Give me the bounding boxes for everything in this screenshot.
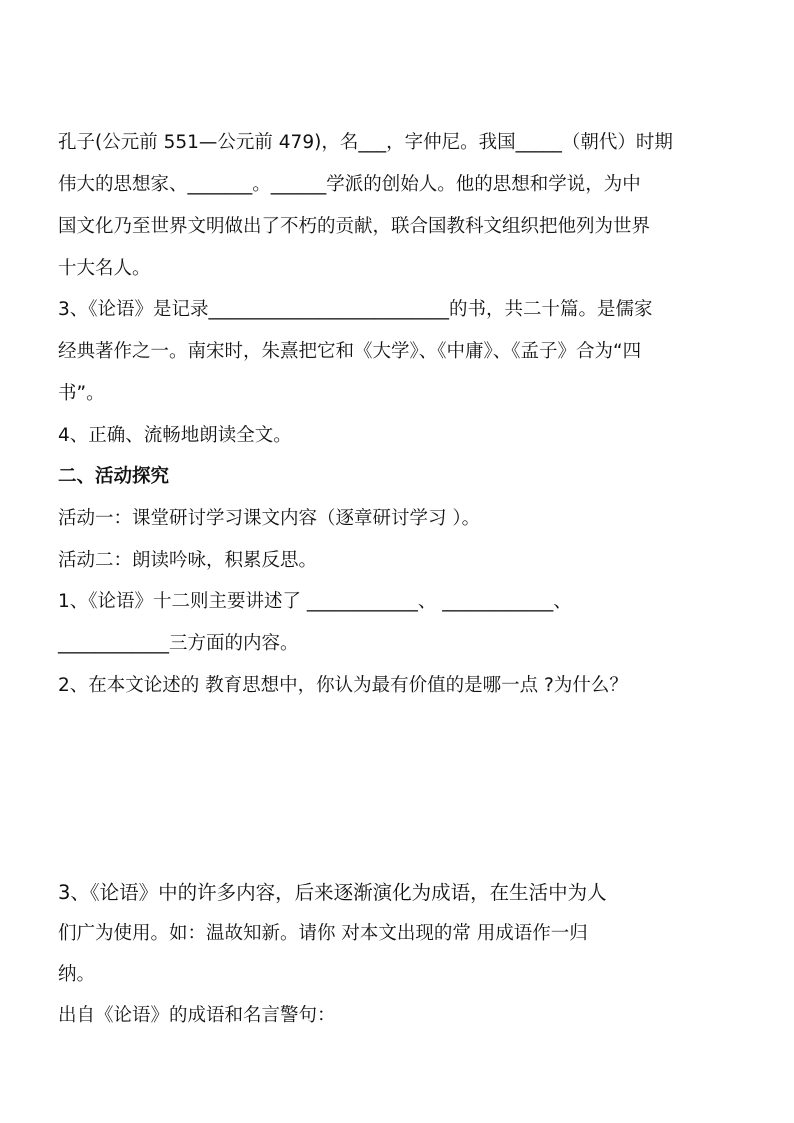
intro-line-2: 伟大的思想家、_______。______学派的创始人。他的思想和学说，为中 (58, 174, 641, 195)
intro-line-1: 孔子(公元前 551—公元前 479)，名___，字仲尼。我国_____（朝代）时期 (58, 132, 673, 153)
intro-line-3: 国文化乃至世界文明做出了不朽的贡献，联合国教科文组织把他列为世界 (58, 216, 651, 237)
item-3-line-2: 经典著作之一。南宋时，朱熹把它和《大学》、《中庸》、《孟子》合为“四 (58, 341, 642, 362)
activity-2: 活动二：朗读吟咏，积累反思。 (58, 550, 318, 571)
question-1-line-2: ____________三方面的内容。 (58, 633, 299, 654)
item-4-reading: 4、正确、流畅地朗读全文。 (58, 425, 292, 446)
question-3-line-2: 们广为使用。如：温故知新。请你 对本文出现的常 用成语作一归 (58, 923, 588, 944)
section-2-heading: 二、活动探究 (58, 466, 170, 487)
idioms-prompt: 出自《论语》的成语和名言警句： (58, 1005, 336, 1026)
item-3-line-1: 3、《论语》是记录__________________________的书，共二十篇。是儒家 (58, 299, 653, 320)
item-3-line-3: 书”。 (58, 383, 105, 404)
activity-1: 活动一：课堂研讨学习课文内容（逐章研讨学习 ）。 (58, 508, 481, 529)
intro-line-4: 十大名人。 (58, 258, 151, 279)
question-3-line-3: 纳。 (58, 964, 96, 985)
question-2: 2、在本文论述的 教育思想中，你认为最有价值的是哪一点 ?为什么？ (58, 675, 628, 696)
question-3-line-1: 3、《论语》中的许多内容，后来逐渐演化为成语，在生活中为人 (58, 881, 607, 904)
question-1-line-1: 1、《论语》十二则主要讲述了 ____________、 ____________、 (58, 591, 572, 612)
